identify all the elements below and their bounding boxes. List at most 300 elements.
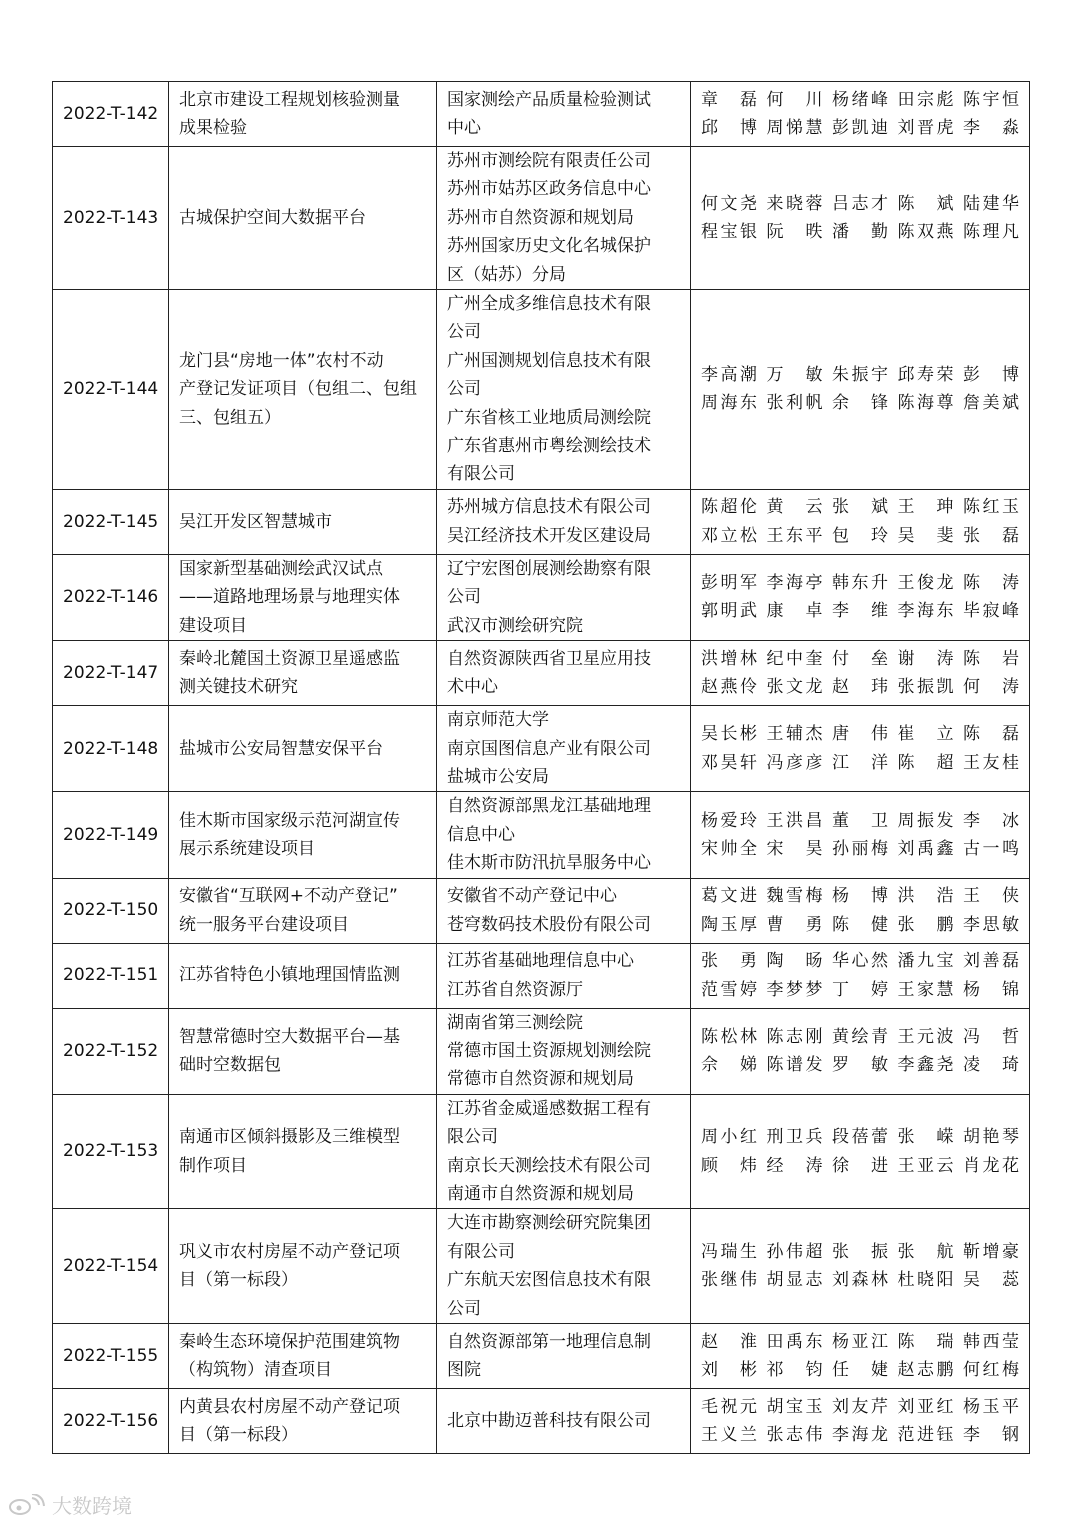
- person-name: 邱 博: [701, 118, 757, 138]
- person-name: 孙丽梅: [832, 838, 888, 859]
- person-name: 张 鹏: [897, 914, 954, 935]
- project-code: 2022-T-155: [53, 1324, 169, 1389]
- completers-line: [701, 361, 1019, 389]
- unit-line: 南京国图信息产业有限公司: [447, 738, 651, 759]
- completing-units: [437, 641, 691, 706]
- unit-line: 武汉市测绘研究院: [447, 615, 583, 636]
- completing-units: [437, 1389, 691, 1454]
- completers-line: [701, 882, 1019, 910]
- person-name: 程宝银: [701, 222, 757, 243]
- project-name-line: 目（第一标段）: [179, 1270, 298, 1291]
- person-name: 范雪婷: [701, 979, 757, 1000]
- unit-line: 南京师范大学: [447, 710, 549, 731]
- unit-line: 苏州城方信息技术有限公司: [447, 497, 651, 518]
- person-name: 杨 博: [832, 886, 888, 907]
- person-name: 陈 涛: [963, 573, 1019, 594]
- person-name: 黄绘青: [832, 1026, 888, 1047]
- completing-units: [437, 1209, 691, 1324]
- person-name: 郭明武: [701, 601, 757, 622]
- person-name: 徐 进: [832, 1155, 888, 1176]
- person-name: 陈超伦: [701, 497, 757, 518]
- project-name: [169, 943, 437, 1008]
- completers: [691, 1094, 1030, 1209]
- unit-line: 安徽省不动产登记中心: [447, 886, 617, 907]
- unit-line: 常德市自然资源和规划局: [447, 1069, 634, 1090]
- project-code: 2022-T-154: [53, 1209, 169, 1324]
- table-row: [53, 943, 1030, 1008]
- project-name: [169, 1389, 437, 1454]
- person-name: 章 磊: [701, 89, 757, 110]
- person-name: 谢 涛: [897, 648, 954, 669]
- completers-line: [701, 976, 1019, 1004]
- completing-units: [437, 878, 691, 943]
- person-name: 李鑫尧: [897, 1055, 954, 1076]
- table-row: [53, 1008, 1030, 1094]
- person-name: 周小红: [701, 1127, 757, 1148]
- unit-line: 苏州市姑苏区政务信息中心: [447, 179, 651, 200]
- person-name: 邓立松: [701, 525, 757, 546]
- person-name: 王亚云: [897, 1155, 954, 1176]
- person-name: 李 维: [832, 601, 888, 622]
- completing-units: [437, 943, 691, 1008]
- project-name-line: 秦岭北麓国土资源卫星遥感监: [179, 648, 400, 669]
- completing-units: [437, 792, 691, 878]
- completers-line: [701, 1328, 1019, 1356]
- completing-units: [437, 290, 691, 490]
- completers-line: [701, 645, 1019, 673]
- unit-line: 自然资源陕西省卫星应用技: [447, 648, 651, 669]
- unit-line: 广州国测规划信息技术有限: [447, 350, 651, 371]
- person-name: 韩东升: [832, 573, 888, 594]
- person-name: 陶玉厚: [701, 914, 757, 935]
- person-name: 王友桂: [963, 752, 1019, 773]
- person-name: 吴 蕊: [963, 1270, 1019, 1291]
- completers: [691, 147, 1030, 290]
- completers-line: [701, 1421, 1019, 1449]
- project-name-line: 盐城市公安局智慧安保平台: [179, 738, 383, 759]
- completers-line: [701, 493, 1019, 521]
- completers: [691, 82, 1030, 147]
- project-name-line: 国家新型基础测绘武汉试点: [179, 558, 383, 579]
- person-name: 王 侠: [963, 886, 1019, 907]
- person-name: 洪增林: [701, 648, 757, 669]
- completers-line: [701, 947, 1019, 975]
- person-name: 冯瑞生: [701, 1241, 757, 1262]
- project-name-line: 巩义市农村房屋不动产登记项: [179, 1241, 400, 1262]
- person-name: 王俊龙: [897, 573, 954, 594]
- table-row: [53, 1389, 1030, 1454]
- table-row: [53, 489, 1030, 554]
- project-code: 2022-T-151: [53, 943, 169, 1008]
- person-name: 胡艳琴: [963, 1127, 1019, 1148]
- person-name: 刘晋虎: [897, 118, 954, 138]
- project-name: [169, 82, 437, 147]
- person-name: 陈志刚: [766, 1026, 823, 1047]
- table-row: [53, 1094, 1030, 1209]
- person-name: 刘 彬: [701, 1360, 757, 1380]
- weibo-logo-icon: [8, 1494, 46, 1516]
- person-name: 詹美斌: [963, 393, 1019, 414]
- person-name: 潘九宝: [897, 951, 954, 972]
- completing-units: [437, 706, 691, 792]
- completers: [691, 290, 1030, 490]
- person-name: 杨爱玲: [701, 810, 757, 831]
- person-name: 康 卓: [766, 601, 823, 622]
- project-name-line: 江苏省特色小镇地理国情监测: [179, 965, 400, 986]
- completers: [691, 489, 1030, 554]
- completing-units: [437, 1324, 691, 1389]
- unit-line: 术中心: [447, 677, 498, 698]
- person-name: 周振发: [897, 810, 954, 831]
- person-name: 来晓蓉: [766, 193, 823, 214]
- person-name: 冯彦彦: [766, 752, 823, 773]
- project-code: 2022-T-146: [53, 554, 169, 640]
- person-name: 邱寿荣: [897, 365, 954, 386]
- person-name: 周悌慧: [766, 118, 823, 138]
- person-name: 陈海尊: [897, 393, 954, 414]
- person-name: 刑卫兵: [766, 1127, 823, 1148]
- person-name: 华心然: [832, 951, 888, 972]
- person-name: 陈红玉: [963, 497, 1019, 518]
- person-name: 陈 斌: [897, 193, 954, 214]
- project-name: [169, 878, 437, 943]
- person-name: 王辅杰: [766, 724, 823, 745]
- person-name: 刘善磊: [963, 951, 1019, 972]
- completing-units: [437, 147, 691, 290]
- person-name: 陈松林: [701, 1026, 757, 1047]
- person-name: 纪中奎: [766, 648, 823, 669]
- unit-line: 公司: [447, 587, 481, 608]
- person-name: 肖龙花: [963, 1155, 1019, 1176]
- project-name: [169, 706, 437, 792]
- unit-line: 湖南省第三测绘院: [447, 1012, 583, 1033]
- completers: [691, 1389, 1030, 1454]
- person-name: 顾 炜: [701, 1155, 757, 1176]
- person-name: 王家慧: [897, 979, 954, 1000]
- person-name: 陆建华: [963, 193, 1019, 214]
- project-code: 2022-T-150: [53, 878, 169, 943]
- project-name-line: （构筑物）清查项目: [179, 1360, 332, 1380]
- project-name-line: 佳木斯市国家级示范河湖宣传: [179, 810, 400, 831]
- project-name: [169, 290, 437, 490]
- project-code: 2022-T-147: [53, 641, 169, 706]
- person-name: 刘亚红: [897, 1396, 954, 1417]
- person-name: 王洪昌: [766, 810, 823, 831]
- project-code: 2022-T-143: [53, 147, 169, 290]
- person-name: 靳增豪: [963, 1241, 1019, 1262]
- completers-line: [701, 597, 1019, 625]
- completers: [691, 554, 1030, 640]
- completers-line: [701, 1238, 1019, 1266]
- completers-line: [701, 1123, 1019, 1151]
- unit-line: 公司: [447, 379, 481, 400]
- person-name: 张 磊: [963, 525, 1019, 546]
- person-name: 何 川: [766, 89, 823, 110]
- completers-line: [701, 1051, 1019, 1079]
- unit-line: 公司: [447, 322, 481, 343]
- person-name: 唐 伟: [832, 724, 888, 745]
- completers-line: [701, 190, 1019, 218]
- person-name: 邓昊轩: [701, 752, 757, 773]
- project-name-line: 础时空数据包: [179, 1055, 281, 1076]
- project-name-line: ——道路地理场景与地理实体: [179, 587, 400, 608]
- unit-line: 广州全成多维信息技术有限: [447, 294, 651, 315]
- person-name: 王东平: [766, 525, 823, 546]
- unit-line: 吴江经济技术开发区建设局: [447, 525, 651, 546]
- unit-line: 江苏省自然资源厅: [447, 979, 583, 1000]
- person-name: 江 洋: [832, 752, 888, 773]
- table-row: [53, 554, 1030, 640]
- project-name-line: 产登记发证项目（包组二、包组: [179, 379, 417, 400]
- person-name: 阮 昳: [766, 222, 823, 243]
- project-name: [169, 792, 437, 878]
- project-name-line: 南通市区倾斜摄影及三维模型: [179, 1127, 400, 1148]
- table-row: [53, 147, 1030, 290]
- person-name: 胡显志: [766, 1270, 823, 1291]
- unit-line: 广东航天宏图信息技术有限: [447, 1270, 651, 1291]
- completers-line: [701, 389, 1019, 417]
- person-name: 李梦梦: [766, 979, 823, 1000]
- person-name: 葛文进: [701, 886, 757, 907]
- unit-line: 辽宁宏图创展测绘勘察有限: [447, 558, 651, 579]
- person-name: 李思敏: [963, 914, 1019, 935]
- person-name: 毕寂峰: [963, 601, 1019, 622]
- person-name: 赵 玮: [832, 677, 888, 698]
- table-row: [53, 792, 1030, 878]
- person-name: 董 卫: [832, 810, 888, 831]
- unit-line: 江苏省基础地理信息中心: [447, 951, 634, 972]
- unit-line: 信息中心: [447, 824, 515, 845]
- unit-line: 佳木斯市防汛抗旱服务中心: [447, 853, 651, 874]
- table-row: [53, 641, 1030, 706]
- table-row: [53, 1209, 1030, 1324]
- person-name: 刘禹鑫: [897, 838, 954, 859]
- person-name: 赵燕伶: [701, 677, 757, 698]
- person-name: 宋 昊: [766, 838, 823, 859]
- person-name: 魏雪梅: [766, 886, 823, 907]
- person-name: 刘友芹: [832, 1396, 888, 1417]
- person-name: 曹 勇: [766, 914, 823, 935]
- unit-line: 自然资源部黑龙江基础地理: [447, 796, 651, 817]
- person-name: 李 淼: [963, 118, 1019, 138]
- unit-line: 自然资源部第一地理信息制: [447, 1331, 651, 1352]
- person-name: 胡宝玉: [766, 1396, 823, 1417]
- completing-units: [437, 554, 691, 640]
- person-name: 潘 勤: [832, 222, 888, 243]
- project-name-line: 测关键技术研究: [179, 677, 298, 698]
- person-name: 赵 淮: [701, 1331, 757, 1352]
- project-name-line: 目（第一标段）: [179, 1425, 298, 1445]
- person-name: 王义兰: [701, 1425, 757, 1445]
- unit-line: 盐城市公安局: [447, 766, 549, 787]
- project-name-line: 安徽省“互联网+不动产登记”: [179, 886, 398, 907]
- person-name: 杨 锦: [963, 979, 1019, 1000]
- person-name: 李海东: [897, 601, 954, 622]
- completers-line: [701, 673, 1019, 701]
- project-name: [169, 641, 437, 706]
- person-name: 陈理凡: [963, 222, 1019, 243]
- project-code: 2022-T-148: [53, 706, 169, 792]
- person-name: 李海龙: [832, 1425, 888, 1445]
- unit-line: 区（姑苏）分局: [447, 264, 566, 285]
- person-name: 祁 钧: [766, 1360, 823, 1380]
- completers: [691, 943, 1030, 1008]
- person-name: 何文尧: [701, 193, 757, 214]
- unit-line: 图院: [447, 1360, 481, 1380]
- person-name: 陈 瑞: [897, 1331, 954, 1352]
- person-name: 陈 超: [897, 752, 954, 773]
- unit-line: 广东省核工业地质局测绘院: [447, 407, 651, 428]
- completers: [691, 1008, 1030, 1094]
- completers: [691, 706, 1030, 792]
- table-row: [53, 878, 1030, 943]
- unit-line: 苏州市自然资源和规划局: [447, 207, 634, 228]
- project-name-line: 制作项目: [179, 1155, 247, 1176]
- awards-table-body: [53, 82, 1030, 1454]
- person-name: 彭明军: [701, 573, 757, 594]
- project-name-line: 吴江开发区智慧城市: [179, 511, 332, 532]
- completers: [691, 878, 1030, 943]
- completers-line: [701, 1393, 1019, 1421]
- person-name: 佘 娣: [701, 1055, 757, 1076]
- person-name: 赵志鹏: [897, 1360, 954, 1380]
- person-name: 张 勇: [701, 951, 757, 972]
- person-name: 陈 岩: [963, 648, 1019, 669]
- project-name-line: 北京市建设工程规划核验测量: [179, 89, 400, 110]
- unit-line: 北京中勘迈普科技有限公司: [447, 1410, 651, 1431]
- unit-line: 南京长天测绘技术有限公司: [447, 1155, 651, 1176]
- project-name-line: 龙门县“房地一体”农村不动: [179, 350, 384, 371]
- person-name: 杨绪峰: [832, 89, 888, 110]
- person-name: 孙伟超: [766, 1241, 823, 1262]
- person-name: 陶 旸: [766, 951, 823, 972]
- person-name: 范进钰: [897, 1425, 954, 1445]
- project-name: [169, 147, 437, 290]
- person-name: 李 冰: [963, 810, 1019, 831]
- project-name-line: 内黄县农村房屋不动产登记项: [179, 1396, 400, 1417]
- completers-line: [701, 1266, 1019, 1294]
- person-name: 杨亚江: [832, 1331, 888, 1352]
- project-name-line: 秦岭生态环境保护范围建筑物: [179, 1331, 400, 1352]
- project-name-line: 智慧常德时空大数据平台—基: [179, 1026, 400, 1047]
- person-name: 朱振宇: [832, 365, 888, 386]
- person-name: 凌 琦: [963, 1055, 1019, 1076]
- person-name: 丁 婷: [832, 979, 888, 1000]
- person-name: 杨玉平: [963, 1396, 1019, 1417]
- person-name: 张振凯: [897, 677, 954, 698]
- person-name: 张继伟: [701, 1270, 757, 1291]
- project-code: 2022-T-149: [53, 792, 169, 878]
- person-name: 田宗彪: [897, 89, 954, 110]
- project-code: 2022-T-153: [53, 1094, 169, 1209]
- unit-line: 苏州市测绘院有限责任公司: [447, 151, 651, 171]
- completing-units: [437, 489, 691, 554]
- person-name: 李高潮: [701, 365, 757, 386]
- person-name: 冯 哲: [963, 1026, 1019, 1047]
- completing-units: [437, 1008, 691, 1094]
- completers-line: [701, 911, 1019, 939]
- person-name: 吴 斐: [897, 525, 954, 546]
- person-name: 李 钢: [963, 1425, 1019, 1445]
- person-name: 包 玲: [832, 525, 888, 546]
- unit-line: 大连市勘察测绘研究院集团: [447, 1213, 651, 1234]
- person-name: 刘森林: [832, 1270, 888, 1291]
- completers-line: [701, 749, 1019, 777]
- completers-line: [701, 569, 1019, 597]
- person-name: 张文龙: [766, 677, 823, 698]
- completers-line: [701, 86, 1019, 114]
- unit-line: 苏州国家历史文化名城保护: [447, 236, 651, 257]
- unit-line: 常德市国土资源规划测绘院: [447, 1040, 651, 1061]
- unit-line: 江苏省金威遥感数据工程有: [447, 1098, 651, 1119]
- completing-units: [437, 82, 691, 147]
- unit-line: 南通市自然资源和规划局: [447, 1183, 634, 1204]
- unit-line: 苍穹数码技术股份有限公司: [447, 914, 651, 935]
- person-name: 付 垒: [832, 648, 888, 669]
- unit-line: 广东省惠州市粤绘测绘技术: [447, 436, 651, 457]
- completers: [691, 792, 1030, 878]
- unit-line: 有限公司: [447, 1241, 515, 1262]
- person-name: 余 锋: [832, 393, 888, 414]
- person-name: 吕志才: [832, 193, 888, 214]
- person-name: 张 振: [832, 1241, 888, 1262]
- unit-line: 公司: [447, 1298, 481, 1319]
- person-name: 经 涛: [766, 1155, 823, 1176]
- person-name: 何 涛: [963, 677, 1019, 698]
- person-name: 杜晓阳: [897, 1270, 954, 1291]
- person-name: 罗 敏: [832, 1055, 888, 1076]
- project-code: 2022-T-142: [53, 82, 169, 147]
- completing-units: [437, 1094, 691, 1209]
- person-name: 王 珅: [897, 497, 954, 518]
- person-name: 黄 云: [766, 497, 823, 518]
- person-name: 彭 博: [963, 365, 1019, 386]
- completers-line: [701, 1152, 1019, 1180]
- person-name: 韩西莹: [963, 1331, 1019, 1352]
- unit-line: 限公司: [447, 1127, 498, 1148]
- person-name: 段蓓蕾: [832, 1127, 888, 1148]
- completers-line: [701, 1356, 1019, 1384]
- person-name: 陈 健: [832, 914, 888, 935]
- project-name: [169, 1094, 437, 1209]
- person-name: 毛祝元: [701, 1396, 757, 1417]
- awards-table: [52, 81, 1030, 1454]
- project-name: [169, 554, 437, 640]
- completers-line: [701, 835, 1019, 863]
- unit-line: 有限公司: [447, 464, 515, 485]
- project-code: 2022-T-145: [53, 489, 169, 554]
- project-name-line: 成果检验: [179, 118, 247, 138]
- table-row: [53, 82, 1030, 147]
- project-code: 2022-T-152: [53, 1008, 169, 1094]
- person-name: 宋帅全: [701, 838, 757, 859]
- project-code: 2022-T-144: [53, 290, 169, 490]
- unit-line: 中心: [447, 118, 481, 138]
- project-name-line: 古城保护空间大数据平台: [179, 207, 366, 228]
- watermark-text: 大数跨境: [52, 1494, 132, 1518]
- project-name: [169, 489, 437, 554]
- person-name: 任 婕: [832, 1360, 888, 1380]
- person-name: 陈双燕: [897, 222, 954, 243]
- completers-line: [701, 807, 1019, 835]
- table-row: [53, 706, 1030, 792]
- unit-line: 国家测绘产品质量检验测试: [447, 89, 651, 110]
- person-name: 李海亭: [766, 573, 823, 594]
- person-name: 张 斌: [832, 497, 888, 518]
- person-name: 张 嵘: [897, 1127, 954, 1148]
- person-name: 何红梅: [963, 1360, 1019, 1380]
- project-name-line: 建设项目: [179, 615, 247, 636]
